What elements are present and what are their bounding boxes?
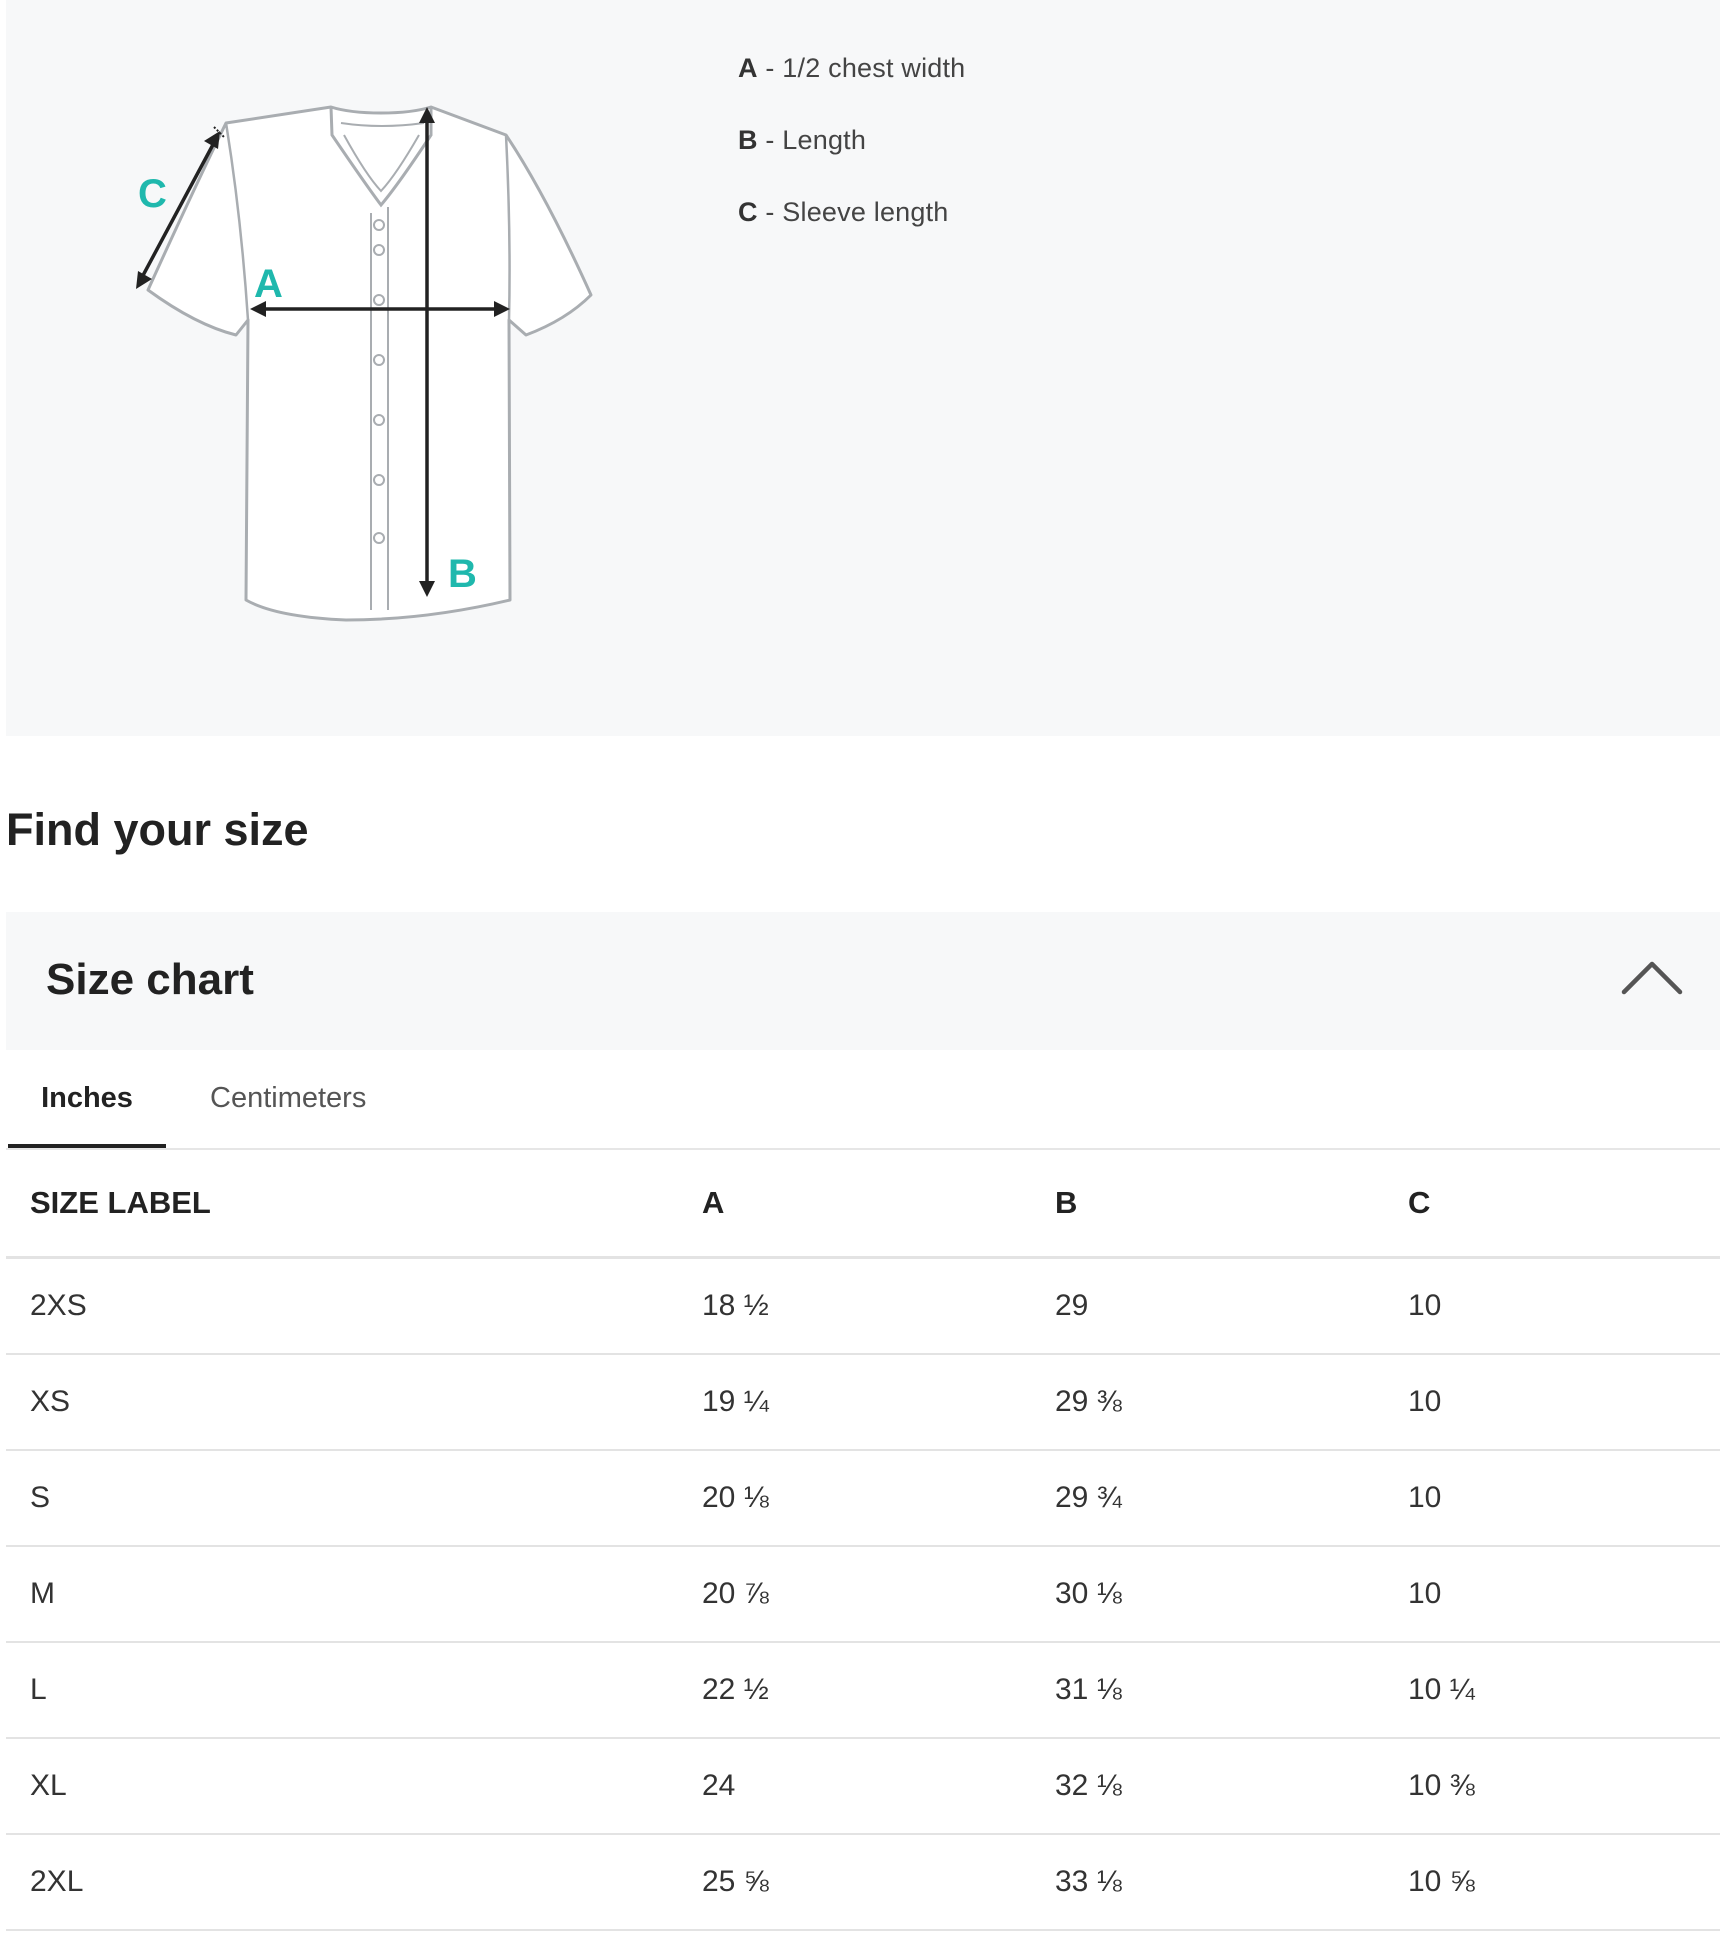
legend-item-b [738, 122, 965, 158]
legend-text: - Sleeve length [757, 197, 949, 227]
value-c-cell: 10 ¼ [1408, 1642, 1720, 1738]
value-c-cell: 10 ⅜ [1408, 1738, 1720, 1834]
value-a-cell: 19 ¼ [702, 1354, 1055, 1450]
value-b-cell: 32 ⅛ [1055, 1738, 1408, 1834]
value-a-cell: 22 ½ [702, 1642, 1055, 1738]
value-b-cell: 29 ⅜ [1055, 1354, 1408, 1450]
page [6, 0, 1720, 1898]
value-a-cell: 20 ⅛ [702, 1450, 1055, 1546]
legend-item-c [738, 194, 965, 230]
table-header-row [6, 1150, 1720, 1258]
value-b-cell: 29 [1055, 1258, 1408, 1355]
value-c-cell: 10 [1408, 1546, 1720, 1642]
chevron-up-icon[interactable] [1620, 954, 1684, 1004]
size-label-cell: L [6, 1642, 702, 1738]
shirt-outline [148, 107, 591, 620]
size-label-cell: XL [6, 1738, 702, 1834]
unit-tabs [6, 1050, 1720, 1150]
legend-text: - Length [757, 125, 867, 155]
value-b-cell: 33 ⅛ [1055, 1834, 1408, 1930]
measurement-legend [738, 50, 965, 266]
size-label-cell: 2XL [6, 1834, 702, 1930]
tab-centimeters[interactable]: Centimeters [210, 1082, 367, 1114]
value-b-cell: 31 ⅛ [1055, 1642, 1408, 1738]
diagram-label-c: C [138, 172, 167, 216]
table-row [6, 1642, 1720, 1738]
legend-key: C [738, 197, 758, 227]
table-row [6, 1450, 1720, 1546]
value-b-cell: 30 ⅛ [1055, 1546, 1408, 1642]
table-row [6, 1834, 1720, 1930]
size-table [6, 1150, 1720, 1931]
size-label-cell: S [6, 1450, 702, 1546]
table-row [6, 1738, 1720, 1834]
diagram-label-a: A [254, 262, 283, 306]
size-label-cell: XS [6, 1354, 702, 1450]
column-header-size-label: SIZE LABEL [6, 1150, 702, 1258]
value-b-cell: 29 ¾ [1055, 1450, 1408, 1546]
table-row [6, 1546, 1720, 1642]
value-c-cell: 10 [1408, 1258, 1720, 1355]
value-c-cell: 10 ⅝ [1408, 1834, 1720, 1930]
value-a-cell: 25 ⅝ [702, 1834, 1055, 1930]
value-a-cell: 24 [702, 1738, 1055, 1834]
diagram-label-b: B [448, 552, 477, 596]
find-your-size-heading: Find your size [6, 804, 309, 855]
tab-inches[interactable]: Inches [8, 1050, 166, 1148]
table-row [6, 1354, 1720, 1450]
legend-key: B [738, 125, 758, 155]
legend-text: - 1/2 chest width [757, 53, 966, 83]
size-label-cell: 2XS [6, 1258, 702, 1355]
column-header-b: B [1055, 1150, 1408, 1258]
size-label-cell: M [6, 1546, 702, 1642]
legend-item-a [738, 50, 965, 86]
value-a-cell: 18 ½ [702, 1258, 1055, 1355]
column-header-a: A [702, 1150, 1055, 1258]
value-a-cell: 20 ⅞ [702, 1546, 1055, 1642]
value-c-cell: 10 [1408, 1450, 1720, 1546]
legend-key: A [738, 53, 758, 83]
size-chart-title: Size chart [46, 955, 254, 1004]
column-header-c: C [1408, 1150, 1720, 1258]
shirt-diagram-icon [126, 95, 626, 635]
size-chart-accordion-header[interactable] [6, 912, 1720, 1050]
value-c-cell: 10 [1408, 1354, 1720, 1450]
measurement-guide [6, 0, 1720, 736]
table-row [6, 1258, 1720, 1355]
